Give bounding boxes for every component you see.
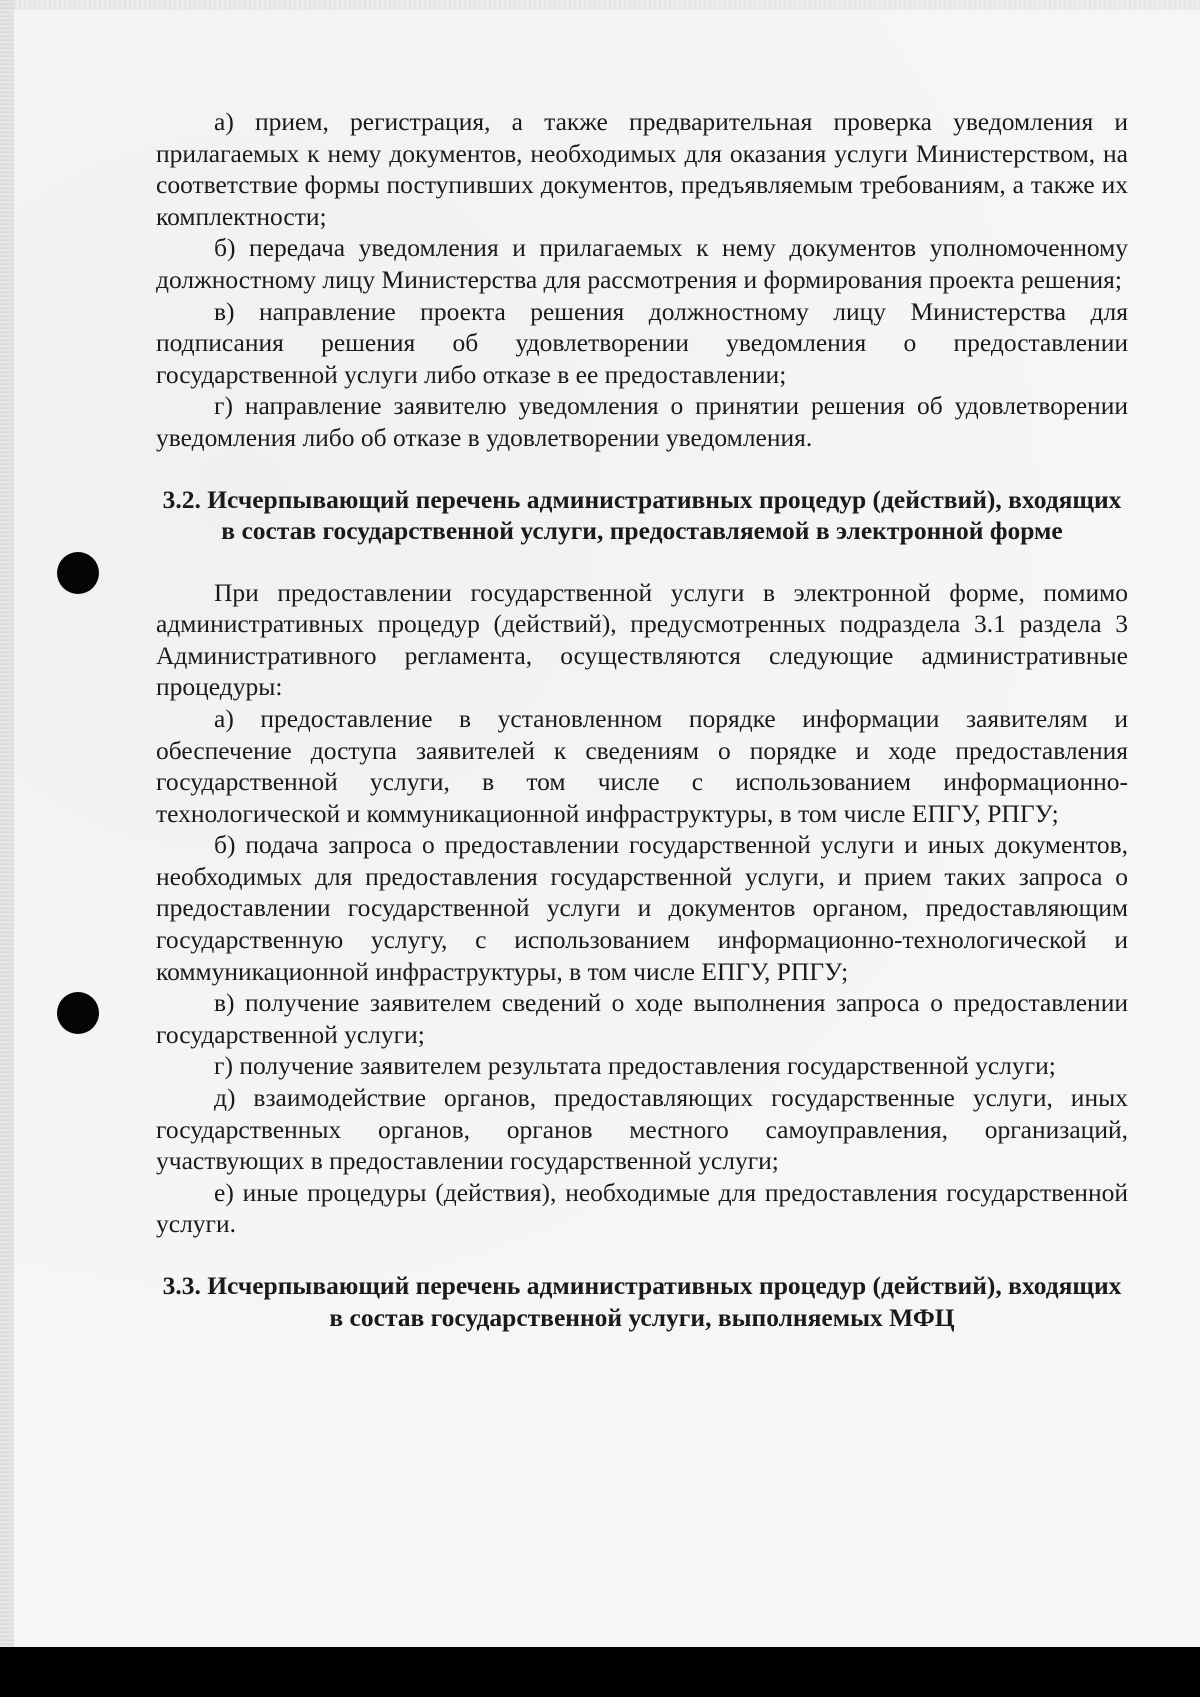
section-heading-3-2: 3.2. Исчерпывающий перечень административных процедур (действий), входящих в состав государственной услуги, предоставляемой в электронной форме <box>162 484 1122 546</box>
list-item-3-2-v: в) получение заявителем сведений о ходе выполнения запроса о предоставлении государственной услуги; <box>156 988 1128 1049</box>
list-item-3-2-b: б) подача запроса о предоставлении государственной услуги и иных документов, необходимых для предоставления государственной услуги, и прием таких запроса о предоставлении государственной услуги и документов органом, предоставляющим государственную услугу, с использованием информационно-технологической и коммуникационной инфраструктуры, в том числе ЕПГУ, РПГУ; <box>156 830 1128 986</box>
list-item-3-1-g: г) направление заявителю уведомления о принятии решения об удовлетворении уведомления либо об отказе в удовлетворении уведомления. <box>156 391 1128 452</box>
punch-hole-upper <box>57 552 99 594</box>
section-3-2-intro: При предоставлении государственной услуги в электронной форме, помимо административных процедур (действий), предусмотренных подраздела 3.1 раздела 3 Административного регламента, осуществляются следующие административные процедуры: <box>156 577 1128 702</box>
punch-hole-lower <box>57 992 99 1034</box>
document-body <box>156 106 1128 1333</box>
list-item-3-1-v: в) направление проекта решения должностному лицу Министерства для подписания решения об удовлетворении уведомления о предоставлении государственной услуги либо отказе в ее предоставлении; <box>156 296 1128 389</box>
list-item-3-2-a: а) предоставление в установленном порядке информации заявителям и обеспечение доступа заявителей к сведениям о порядке и ходе предоставления государственной услуги, в том числе с использованием информационно-технологической и коммуникационной инфраструктуры, в том числе ЕПГУ, РПГУ; <box>156 703 1128 828</box>
scan-edge-left <box>0 0 14 1647</box>
scan-bottom-border <box>0 1647 1200 1697</box>
list-item-3-2-d: д) взаимодействие органов, предоставляющих государственные услуги, иных государственных органов, органов местного самоуправления, организаций, участвующих в предоставлении государственной услуги; <box>156 1083 1128 1176</box>
list-item-3-1-b: б) передача уведомления и прилагаемых к нему документов уполномоченному должностному лицу Министерства для рассмотрения и формирования проекта решения; <box>156 233 1128 294</box>
list-item-3-1-a: а) прием, регистрация, а также предварительная проверка уведомления и прилагаемых к нему документов, необходимых для оказания услуги Министерством, на соответствие формы поступивших документов, предъявляемым требованиям, а также их комплектности; <box>156 107 1128 231</box>
list-item-3-2-e: е) иные процедуры (действия), необходимые для предоставления государственной услуги. <box>156 1177 1128 1239</box>
scan-edge-top <box>0 0 1200 10</box>
section-heading-3-3: 3.3. Исчерпывающий перечень административных процедур (действий), входящих в состав государственной услуги, выполняемых МФЦ <box>162 1271 1122 1332</box>
list-item-3-2-g: г) получение заявителем результата предоставления государственной услуги; <box>214 1051 1056 1081</box>
